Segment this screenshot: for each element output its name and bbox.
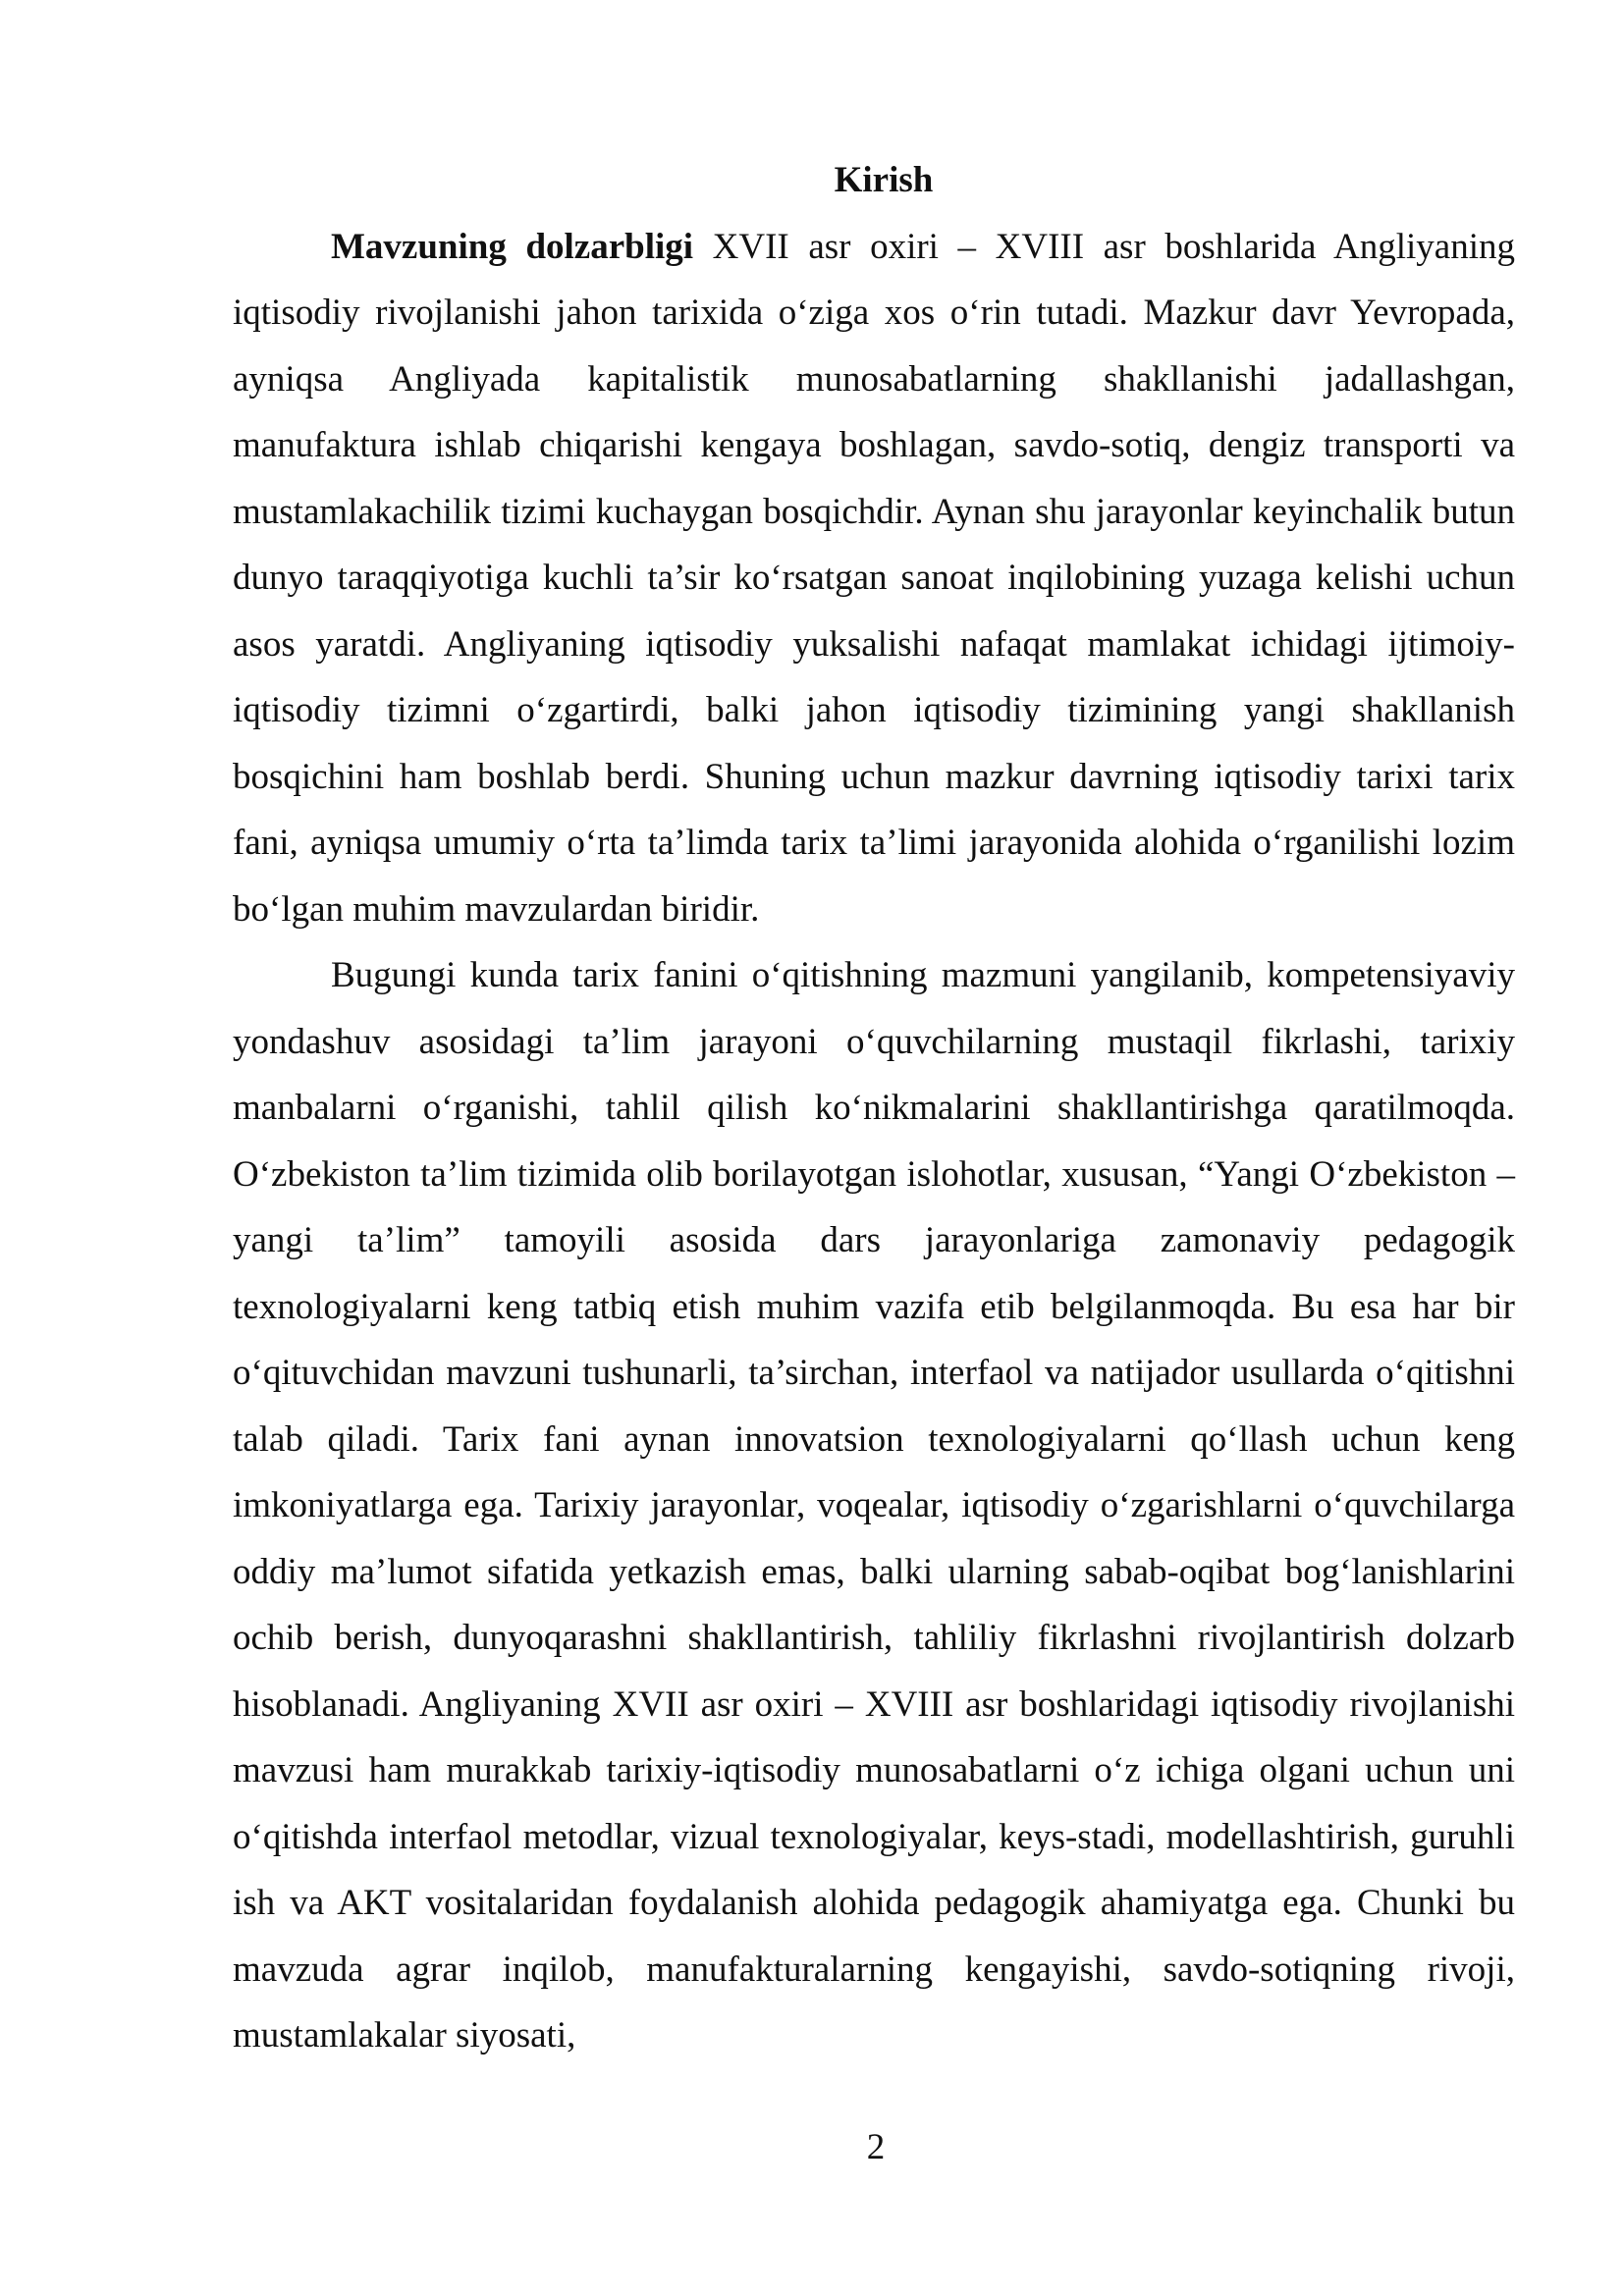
paragraph-lead: Mavzuning dolzarbligi [331,226,694,267]
paragraph-text: XVII asr oxiri – XVIII asr boshlarida Angliyaning iqtisodiy rivojlanishi jahon tarixida o‘ziga xos o‘rin tutadi. Mazkur davr Yevropada, ayniqsa Angliyada kapitalistik munosabatlarning shakllanishi jadallashgan, manufaktura ishlab chiqarishi kengaya boshlagan, savdo-sotiq, dengiz transporti va mustamlakachilik tizimi kuchaygan bosqichdir. Aynan shu jarayonlar keyinchalik butun dunyo taraqqiyotiga kuchli ta’sir ko‘rsatgan sanoat inqilobining yuzaga kelishi uchun asos yaratdi. Angliyaning iqtisodiy yuksalishi nafaqat mamlakat ichidagi ijtimoiy-iqtisodiy tizimni o‘zgartirdi, balki jahon iqtisodiy tizimining yangi shakllanish bosqichini ham boshlab berdi. Shuning uchun mazkur davrning iqtisodiy tarixi tarix fani, ayniqsa umumiy o‘rta ta’limda tarix ta’limi jarayonida alohida o‘rganilishi lozim bo‘lgan muhim mavzulardan biridir. [233,226,1516,930]
page-content [233,147,1515,2069]
page-number: 2 [866,2127,886,2167]
paragraph-text: Bugungi kunda tarix fanini o‘qitishning mazmuni yangilanib, kompetensiyaviy yondashuv asosidagi ta’lim jarayoni o‘quvchilarning mustaqil fikrlashi, tarixiy manbalarni o‘rganishi, tahlil qilish ko‘nikmalarini shakllantirishga qaratilmoqda. O‘zbekiston ta’lim tizimida olib borilayotgan islohotlar, xususan, “Yangi O‘zbekiston – yangi ta’lim” tamoyili asosida dars jarayonlariga zamonaviy pedagogik texnologiyalarni keng tatbiq etish muhim vazifa etib belgilanmoqda. Bu esa har bir o‘qituvchidan mavzuni tushunarli, ta’sirchan, interfaol va natijador usullarda o‘qitishni talab qiladi. Tarix fani aynan innovatsion texnologiyalarni qo‘llash uchun keng imkoniyatlarga ega. Tarixiy jarayonlar, voqealar, iqtisodiy o‘zgarishlarni o‘quvchilarga oddiy ma’lumot sifatida yetkazish emas, balki ularning sabab-oqibat bog‘lanishlarini ochib berish, dunyoqarashni shakllantirish, tahliliy fikrlashni rivojlantirish dolzarb hisoblanadi. Angliyaning XVII asr oxiri – XVIII asr boshlaridagi iqtisodiy rivojlanishi mavzusi ham murakkab tarixiy-iqtisodiy munosabatlarni o‘z ichiga olgani uchun uni o‘qitishda interfaol metodlar, vizual texnologiyalar, keys-stadi, modellashtirish, guruhli ish va AKT vositalaridan foydalanish alohida pedagogik ahamiyatga ega. Chunki bu mavzuda agrar inqilob, manufakturalarning kengayishi, savdo-sotiqning rivoji, mustamlakalar siyosati, [233,955,1515,2056]
paragraph-today [233,942,1515,2069]
paragraph-relevance [233,214,1515,943]
page-heading: Kirish [834,160,934,200]
